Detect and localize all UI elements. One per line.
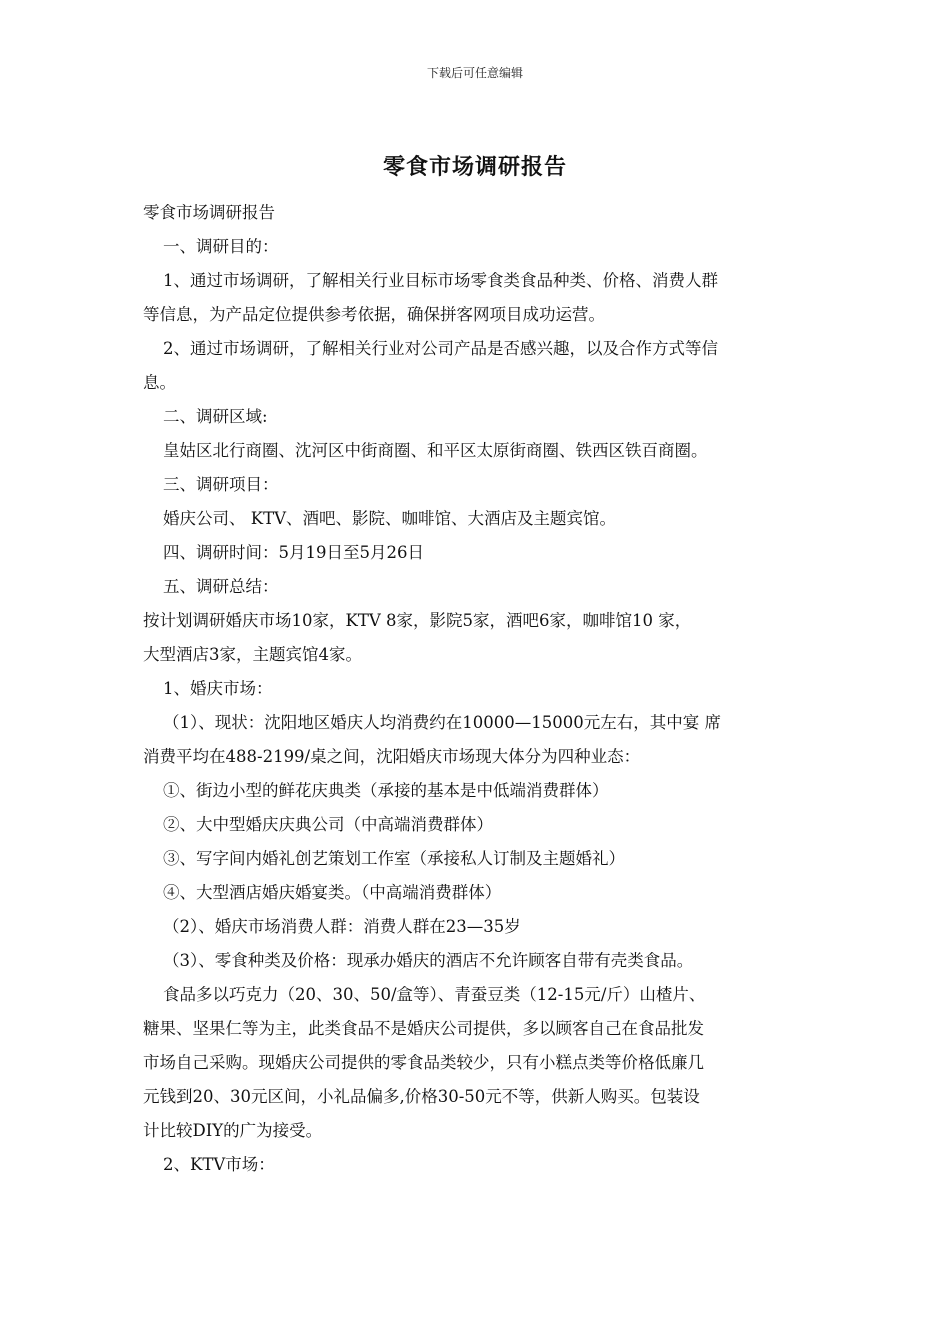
document-body: [143, 196, 813, 1182]
paragraph-line: 食品多以巧克力（20、30、50/盒等）、青蚕豆类（12-15元/斤）山楂片、: [163, 985, 706, 1004]
paragraph-line: 元钱到20、30元区间，小礼品偏多,价格30-50元不等，供新人购买。包装设: [143, 1087, 700, 1106]
paragraph-line: 大型酒店3家，主题宾馆4家。: [143, 645, 362, 664]
paragraph-line: （2）、婚庆市场消费人群：消费人群在23—35岁: [163, 917, 521, 936]
paragraph-line: 2、KTV市场：: [163, 1155, 275, 1174]
paragraph-line: ②、大中型婚庆庆典公司（中高端消费群体）: [163, 815, 493, 834]
paragraph-line: ①、街边小型的鲜花庆典类（承接的基本是中低端消费群体）: [163, 781, 609, 800]
paragraph-line: （1）、现状：沈阳地区婚庆人均消费约在10000—15000元左右，其中宴 席: [163, 713, 721, 732]
header-note: 下载后可任意编辑: [426, 66, 523, 80]
paragraph-line: 四、调研时间：5月19日至5月26日: [163, 543, 424, 562]
paragraph-line: 1、通过市场调研，了解相关行业目标市场零食类食品种类、价格、消费人群: [163, 271, 718, 290]
paragraph-line: 2、通过市场调研，了解相关行业对公司产品是否感兴趣，以及合作方式等信: [163, 339, 718, 358]
paragraph-line: 1、婚庆市场：: [163, 679, 273, 698]
document-title: 零食市场调研报告: [382, 154, 567, 180]
paragraph-line: 糖果、坚果仁等为主，此类食品不是婚庆公司提供，多以顾客自己在食品批发: [143, 1019, 704, 1038]
paragraph-line: 三、调研项目：: [163, 475, 279, 494]
paragraph-line: 五、调研总结：: [163, 577, 279, 596]
paragraph-line: 按计划调研婚庆市场10家，KTV 8家，影院5家，酒吧6家，咖啡馆10 家，: [143, 611, 692, 630]
paragraph-line: 零食市场调研报告: [143, 203, 275, 222]
paragraph-line: ③、写字间内婚礼创艺策划工作室（承接私人订制及主题婚礼）: [163, 849, 625, 868]
paragraph-line: ④、大型酒店婚庆婚宴类。（中高端消费群体）: [163, 883, 502, 902]
paragraph-line: 市场自己采购。现婚庆公司提供的零食品类较少，只有小糕点类等价格低廉几: [143, 1053, 704, 1072]
paragraph-line: 消费平均在488-2199/桌之间，沈阳婚庆市场现大体分为四种业态：: [143, 747, 641, 766]
paragraph-line: （3）、零食种类及价格：现承办婚庆的酒店不允许顾客自带有壳类食品。: [163, 951, 694, 970]
paragraph-line: 等信息，为产品定位提供参考依据，确保拼客网项目成功运营。: [143, 305, 605, 324]
paragraph-line: 计比较DIY的广为接受。: [143, 1121, 323, 1140]
paragraph-line: 息。: [143, 373, 176, 392]
paragraph-line: 一、调研目的：: [163, 237, 279, 256]
paragraph-line: 二、调研区域:: [163, 407, 268, 426]
paragraph-line: 婚庆公司、 KTV、酒吧、影院、咖啡馆、大酒店及主题宾馆。: [163, 509, 616, 528]
paragraph-line: 皇姑区北行商圈、沈河区中街商圈、和平区太原街商圈、铁西区铁百商圈。: [163, 441, 708, 460]
